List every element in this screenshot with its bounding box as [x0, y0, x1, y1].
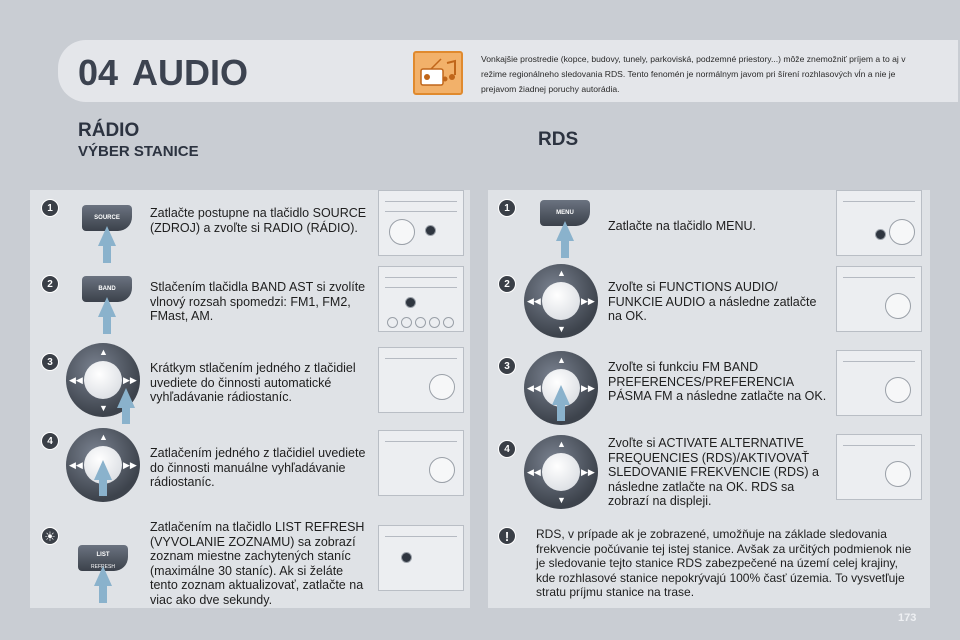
radio-step-3-text: Krátkym stlačením jedného z tlačidiel uvediete do činnosti automatické vyhľadávanie rádiostaníc. — [150, 361, 356, 404]
radio-section-subtitle: VÝBER STANICE — [78, 143, 199, 160]
press-arrow-icon — [94, 460, 112, 480]
step-number: 2 — [498, 275, 516, 293]
press-arrow-icon — [556, 221, 574, 241]
press-arrow-stem — [99, 478, 107, 496]
menu-button-illustration: MENU — [540, 200, 590, 226]
radio-panel-thumbnail — [378, 190, 464, 256]
rds-section-title: RDS — [538, 129, 579, 150]
radio-section-title: RÁDIO — [78, 120, 140, 141]
tip-light-icon: ☀ — [41, 527, 59, 545]
rds-warning-text: RDS, v prípade ak je zobrazené, umožňuje na základe sledovania frekvencie počúvanie tej istej stanice. Avšak za určitých podmienok nie je sledovanie tejto stanice RDS zabezpečené na území celej krajiny, kde rozhlasové stanice nepokrývajú 100% časť územia. To vysvetľuje stratu príjmu stanice na trase. — [536, 527, 912, 600]
press-arrow-stem — [103, 316, 111, 334]
press-arrow-icon — [552, 385, 570, 405]
page-number: 173 — [898, 612, 917, 624]
radio-panel-thumbnail — [836, 350, 922, 416]
step-number: 4 — [41, 432, 59, 450]
radio-step-2-text: Stlačením tlačidla BAND AST si zvolíte vlnový rozsah spomedzi: FM1, FM2, FMast, AM. — [150, 280, 366, 323]
navigation-dpad-illustration: ▲ ▼ ◀◀ ▶▶ — [524, 264, 598, 338]
band-button-illustration: BAND — [82, 276, 132, 302]
press-arrow-stem — [99, 585, 107, 603]
step-number: 3 — [41, 353, 59, 371]
step-number: 4 — [498, 440, 516, 458]
press-arrow-stem — [103, 245, 111, 263]
source-button-illustration: SOURCE — [82, 205, 132, 231]
radio-panel-thumbnail — [378, 266, 464, 332]
rds-step-3-text: Zvoľte si funkciu FM BAND PREFERENCES/PREFERENCIA PÁSMA FM a následne zatlačte na OK. — [608, 360, 827, 403]
radio-panel-thumbnail — [836, 190, 922, 256]
list-refresh-button-illustration: LIST REFRESH — [78, 545, 128, 571]
press-arrow-stem — [561, 240, 569, 258]
navigation-dpad-illustration: ▲ ▼ ◀◀ ▶▶ — [524, 435, 598, 509]
step-number: 2 — [41, 275, 59, 293]
radio-panel-thumbnail — [378, 430, 464, 496]
radio-panel-thumbnail — [378, 347, 464, 413]
rds-step-1-text: Zatlačte na tlačidlo MENU. — [608, 219, 756, 233]
radio-panel-thumbnail — [378, 525, 464, 591]
press-arrow-icon — [117, 388, 135, 408]
navigation-dpad-illustration: ▲ ▼ ◀◀ ▶▶ — [66, 343, 140, 417]
press-arrow-icon — [98, 297, 116, 317]
step-number: 3 — [498, 357, 516, 375]
header-note: Vonkajšie prostredie (kopce, budovy, tunely, parkoviská, podzemné priestory...) môže znemožniť príjem a to aj v režime regionálneho sledovania RDS. Tento fenomén je normálnym javom pri šírení rozhlasových vĺn a nie je prejavom žiadnej poruchy autorádia. — [481, 54, 906, 94]
rds-step-4-text: Zvoľte si ACTIVATE ALTERNATIVE FREQUENCIES (RDS)/AKTIVOVAŤ SLEDOVANIE FREKVENCIE (RDS) a následne zatlačte na OK. RDS sa zobrazí na displeji. — [608, 436, 819, 508]
chapter-number: 04 — [78, 52, 119, 93]
chapter-title: AUDIO — [132, 52, 248, 93]
radio-panel-thumbnail — [836, 434, 922, 500]
navigation-dpad-illustration: ▲ ◀◀ ▶▶ — [66, 428, 140, 502]
step-number: 1 — [41, 199, 59, 217]
radio-step-1-text: Zatlačte postupne na tlačidlo SOURCE (ZDROJ) a zvoľte si RADIO (RÁDIO). — [150, 206, 367, 235]
radio-step-4-text: Zatlačením jedného z tlačidiel uvediete do činnosti manuálne vyhľadávanie rádiostaníc. — [150, 446, 366, 489]
radio-music-icon — [413, 51, 463, 95]
press-arrow-stem — [122, 406, 130, 424]
navigation-dpad-illustration: ▲ ◀◀ ▶▶ — [524, 351, 598, 425]
press-arrow-stem — [557, 403, 565, 421]
press-arrow-icon — [94, 566, 112, 586]
rds-step-2-text: Zvoľte si FUNCTIONS AUDIO/ FUNKCIE AUDIO a následne zatlačte na OK. — [608, 280, 817, 323]
warning-icon: ! — [498, 527, 516, 545]
step-number: 1 — [498, 199, 516, 217]
radio-panel-thumbnail — [836, 266, 922, 332]
press-arrow-icon — [98, 226, 116, 246]
radio-tip-text: Zatlačením na tlačidlo LIST REFRESH (VYVOLANIE ZOZNAMU) sa zobrazí zoznam miestne zachytených staníc (maximálne 30 staníc). Ak si želáte tento zoznam aktualizovať, zatlačte na viac ako dve sekundy. — [150, 520, 365, 607]
